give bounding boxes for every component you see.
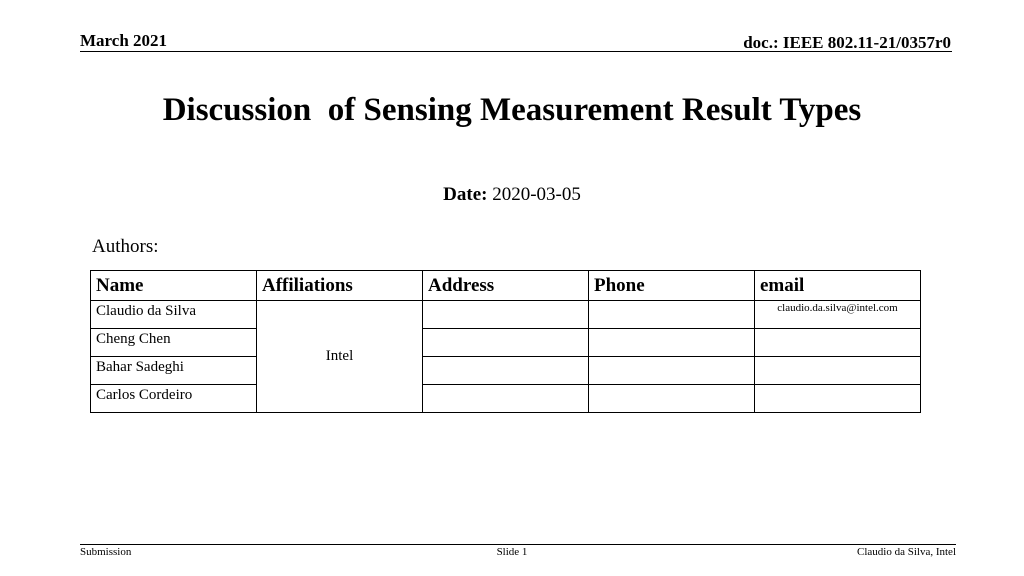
author-email: claudio.da.silva@intel.com — [755, 301, 921, 329]
header-divider — [80, 51, 952, 52]
authors-label: Authors: — [92, 236, 159, 257]
table-row — [91, 357, 921, 385]
author-email — [755, 357, 921, 385]
table-row — [91, 385, 921, 413]
author-email — [755, 385, 921, 413]
date-line — [0, 184, 1024, 206]
author-address — [423, 385, 589, 413]
author-phone — [589, 329, 755, 357]
date-value: 2020-03-05 — [487, 184, 581, 205]
author-phone — [589, 357, 755, 385]
column-header-address: Address — [423, 271, 589, 301]
date-label: Date: — [443, 184, 488, 205]
author-address — [423, 357, 589, 385]
footer-submission: Submission — [80, 546, 132, 558]
footer-slide-number: Slide 1 — [496, 546, 528, 558]
table-header-row — [91, 271, 921, 301]
column-header-name: Name — [91, 271, 257, 301]
table-row — [91, 301, 921, 329]
column-header-affiliations: Affiliations — [257, 271, 423, 301]
table-row — [91, 329, 921, 357]
slide-title: Discussion of Sensing Measurement Result Types — [162, 92, 862, 128]
column-header-email: email — [755, 271, 921, 301]
column-header-phone: Phone — [589, 271, 755, 301]
footer-divider — [80, 544, 956, 545]
author-name: Cheng Chen — [91, 329, 257, 357]
author-name: Bahar Sadeghi — [91, 357, 257, 385]
footer-author: Claudio da Silva, Intel — [857, 546, 956, 558]
author-address — [423, 329, 589, 357]
author-email — [755, 329, 921, 357]
author-phone — [589, 385, 755, 413]
authors-table — [90, 270, 921, 413]
author-name: Carlos Cordeiro — [91, 385, 257, 413]
header-doc-id: doc.: IEEE 802.11-21/0357r0 — [743, 33, 951, 52]
author-address — [423, 301, 589, 329]
author-phone — [589, 301, 755, 329]
header-date: March 2021 — [80, 31, 168, 50]
author-affiliation: Intel — [257, 301, 423, 413]
author-name: Claudio da Silva — [91, 301, 257, 329]
